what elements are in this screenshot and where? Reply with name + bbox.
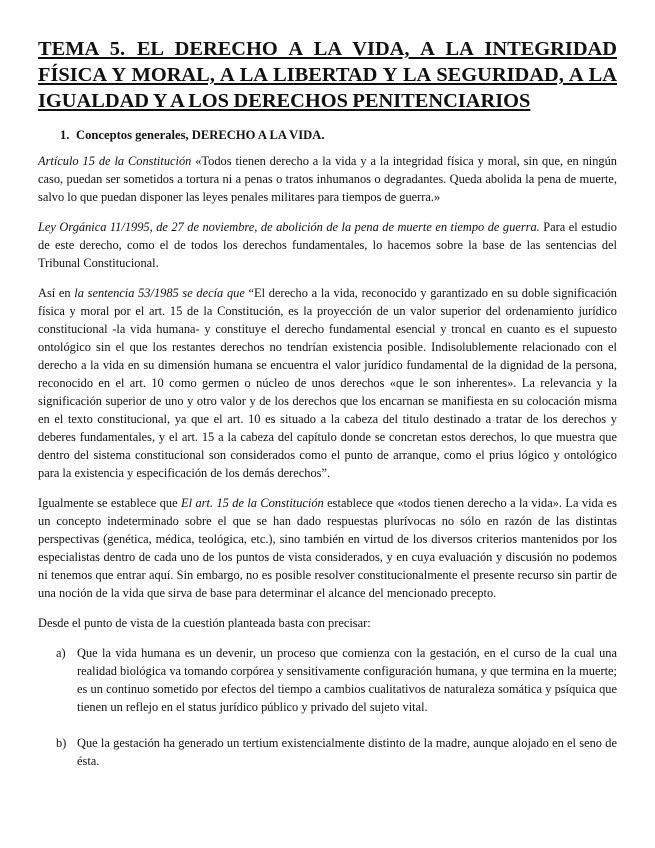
paragraph-text: Para el estudio de este derecho, como el de todos los derechos fundamentales, lo hacemos sobre la base de las sentencias del Tribunal Constitucional. [38,220,617,270]
section-number: 1. [60,128,70,142]
paragraph-text: establece que «todos tienen derecho a la vida». La vida es un concepto indeterminado sobre el que se han dado respuestas plurívocas no sólo en razón de las distintas perspectivas (genética, médica, teológica, etc.), sino también en virtud de los diversos criterios mantenidos por los especialistas dentro de cada uno de los puntos de vista considerados, y en cuya evaluación y discusión no podemos ni tenemos que entrar aquí. Sin embargo, no es posible resolver constitucionalmente el presente recurso sin partir de una noción de la vida que sirva de base para determinar el alcance del mencionado precepto. [38,496,617,600]
paragraph-pre: Igualmente se establece que [38,496,182,510]
section-title: Conceptos generales, DERECHO A LA VIDA. [76,128,325,142]
paragraph-lead: la sentencia 53/1985 se decía que [74,286,245,300]
paragraph-ley-organica [38,218,617,272]
paragraph-article-15 [38,152,617,206]
paragraph-pre: Así en [38,286,75,300]
list-item [38,734,617,770]
paragraph-igualmente [38,494,617,602]
section-heading [38,127,617,143]
list-item-text: Que la gestación ha generado un tertium existencialmente distinto de la madre, aunque alojado en el seno de ésta. [77,736,617,768]
paragraph-text: Desde el punto de vista de la cuestión planteada basta con precisar: [38,616,371,630]
paragraph-sentencia-53-1985 [38,284,617,482]
paragraph-text: «Todos tienen derecho a la vida y a la integridad física y moral, sin que, en ningún caso, puedan ser sometidos a tortura ni a penas o tratos inhumanos o degradantes. Queda abolida la pena de muerte, salvo lo que puedan disponer las leyes penales militares para tiempos de guerra.» [38,154,617,204]
document-title: TEMA 5. EL DERECHO A LA VIDA, A LA INTEGRIDAD FÍSICA Y MORAL, A LA LIBERTAD Y LA SEGURIDAD, A LA IGUALDAD Y A LOS DERECHOS PENITENCIARIOS [38,38,617,112]
list-item [38,644,617,716]
list-marker: b) [56,736,67,750]
list-marker: a) [56,646,66,660]
paragraph-lead: El art. 15 de la Constitución [181,496,324,510]
paragraph-lead: Artículo 15 de la Constitución [38,154,192,168]
paragraph-desde-el-punto [38,614,617,632]
points-list [38,644,617,770]
paragraph-lead: Ley Orgánica 11/1995, de 27 de noviembre, de abolición de la pena de muerte en tiempo de guerra. [38,220,540,234]
paragraph-text: “El derecho a la vida, reconocido y garantizado en su doble significación física y moral por el art. 15 de la Constitución, es la proyección de un valor superior del ordenamiento jurídico constitucional -la vida humana- y constituye el derecho fundamental esencial y troncal en cuanto es el supuesto ontológico sin el que los restantes derechos no tendrían existencia posible. Indisolublemente relacionado con el derecho a la vida en su dimensión humana se encuentra el valor jurídico fundamental de la dignidad de la persona, reconocido en el art. 10 como germen o núcleo de unos derechos «que le son inherentes». La relevancia y la significación superior de uno y otro valor y de los derechos que los encarnan se manifiesta en su colocación misma en el texto constitucional, ya que el art. 10 es situado a la cabeza del titulo destinado a tratar de los derechos y deberes fundamentales, y el art. 15 a la cabeza del capítulo donde se concretan estos derechos, lo que muestra que dentro del sistema constitucional son considerados como el punto de arranque, como el prius lógico y ontológico para la existencia y especificación de los demás derechos”. [38,286,617,480]
list-item-text: Que la vida humana es un devenir, un proceso que comienza con la gestación, en el curso de la cual una realidad biológica va tomando corpórea y sensitivamente configuración humana, y que termina en la muerte; es un continuo sometido por efectos del tiempo a cambios cualitativos de naturaleza somática y psíquica que tienen un reflejo en el status jurídico público y privado del sujeto vital. [77,646,617,714]
